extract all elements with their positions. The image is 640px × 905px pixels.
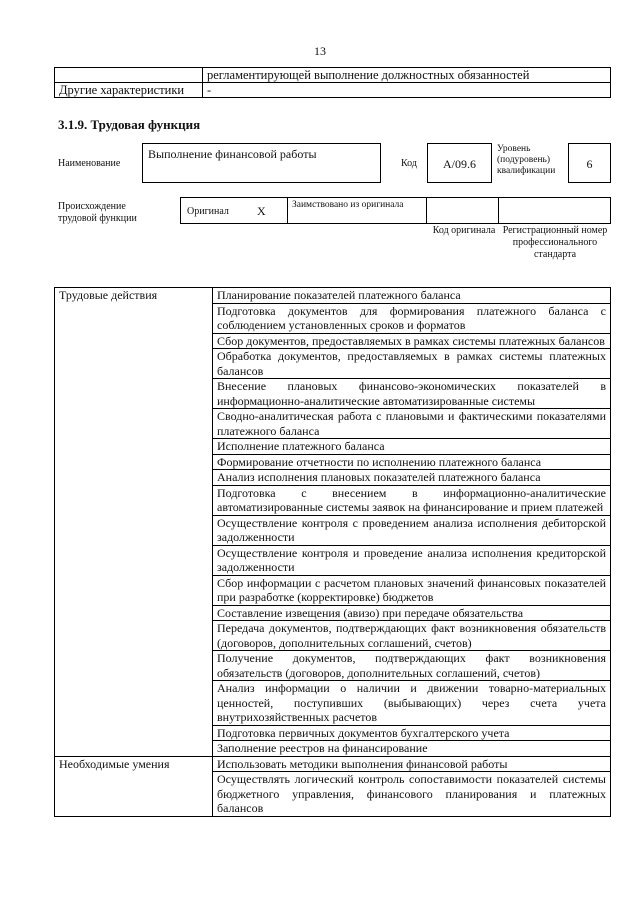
list-item: Анализ исполнения плановых показателей платежного баланса — [213, 470, 611, 486]
origin-code-caption: Код оригинала — [432, 225, 496, 236]
list-item: Получение документов, подтверждающих факт возникновения обязательств (договоров, дополнительных соглашений, счетов) — [213, 651, 611, 681]
reg-number-caption: Регистрационный номер профессионального стандарта — [502, 225, 608, 260]
labor-actions-label-continuation — [55, 651, 213, 681]
table-row — [55, 379, 611, 409]
labor-actions-label-continuation — [55, 333, 213, 349]
continuation-label — [55, 68, 203, 83]
required-skills-label-continuation — [55, 772, 213, 817]
continuation-label: Другие характеристики — [55, 83, 203, 98]
table-row — [55, 485, 611, 515]
name-value: Выполнение финансовой работы — [142, 143, 381, 183]
table-row — [55, 772, 611, 817]
table-row — [55, 303, 611, 333]
level-label: Уровень (подуровень) квалификации — [497, 144, 556, 176]
level-value: 6 — [568, 143, 611, 183]
list-item: Использовать методики выполнения финансовой работы — [213, 756, 611, 772]
table-row — [55, 83, 611, 98]
list-item: Подготовка документов для формирования платежного баланса с соблюдением установленных сроков и форматов — [213, 303, 611, 333]
labor-actions-label-continuation — [55, 545, 213, 575]
table-row — [55, 621, 611, 651]
labor-actions-label: Трудовые действия — [55, 288, 213, 304]
list-item: Осуществление контроля с проведением анализа исполнения дебиторской задолженности — [213, 515, 611, 545]
origin-label: Происхождение трудовой функции — [58, 201, 137, 224]
list-item: Внесение плановых финансово-экономических показателей в информационно-аналитические автоматизированные системы — [213, 379, 611, 409]
list-item: Анализ информации о наличии и движении товарно-материальных ценностей, поступивших (выбывающих) через счета учета внутрихозяйственных расчетов — [213, 681, 611, 726]
table-row — [55, 288, 611, 304]
table-row — [55, 470, 611, 486]
list-item: Подготовка первичных документов бухгалтерского учета — [213, 725, 611, 741]
table-row — [55, 68, 611, 83]
labor-actions-label-continuation — [55, 439, 213, 455]
list-item: Составление извещения (авизо) при передаче обязательства — [213, 605, 611, 621]
list-item: Осуществление контроля и проведение анализа исполнения кредиторской задолженности — [213, 545, 611, 575]
list-item: Сбор документов, предоставляемых в рамках системы платежных балансов — [213, 333, 611, 349]
labor-actions-label-continuation — [55, 485, 213, 515]
labor-actions-label-continuation — [55, 454, 213, 470]
original-mark: X — [257, 204, 266, 218]
table-row — [55, 409, 611, 439]
labor-actions-label-continuation — [55, 409, 213, 439]
reg-number-cell — [498, 197, 611, 224]
labor-actions-label-continuation — [55, 621, 213, 651]
table-row — [55, 333, 611, 349]
table-row — [55, 741, 611, 757]
labor-function-table — [54, 287, 611, 817]
list-item: Планирование показателей платежного баланса — [213, 288, 611, 304]
table-row — [55, 545, 611, 575]
list-item: Исполнение платежного баланса — [213, 439, 611, 455]
table-row — [55, 605, 611, 621]
labor-actions-label-continuation — [55, 725, 213, 741]
labor-actions-label-continuation — [55, 605, 213, 621]
code-value: A/09.6 — [427, 143, 492, 183]
list-item: Обработка документов, предоставляемых в рамках системы платежных балансов — [213, 349, 611, 379]
table-row — [55, 439, 611, 455]
labor-actions-label-continuation — [55, 515, 213, 545]
borrowed-cell — [287, 197, 427, 224]
continuation-value: - — [203, 83, 611, 98]
borrowed-label: Заимствовано из оригинала — [292, 200, 404, 210]
section-heading: 3.1.9. Трудовая функция — [58, 117, 201, 132]
list-item: Передача документов, подтверждающих факт возникновения обязательств (договоров, дополнительных соглашений, счетов) — [213, 621, 611, 651]
labor-actions-label-continuation — [55, 470, 213, 486]
labor-actions-label-continuation — [55, 349, 213, 379]
page-number: 13 — [314, 44, 326, 58]
table-row — [55, 349, 611, 379]
original-cell — [180, 197, 288, 224]
list-item: Осуществлять логический контроль сопоставимости показателей системы бюджетного управления, финансового планирования и платежных балансов — [213, 772, 611, 817]
table-row — [55, 515, 611, 545]
list-item: Сводно-аналитическая работа с плановыми и фактическими показателями платежного баланса — [213, 409, 611, 439]
continuation-table — [54, 67, 611, 98]
list-item: Заполнение реестров на финансирование — [213, 741, 611, 757]
required-skills-label: Необходимые умения — [55, 756, 213, 772]
labor-actions-label-continuation — [55, 575, 213, 605]
table-row — [55, 651, 611, 681]
labor-actions-label-continuation — [55, 303, 213, 333]
table-row — [55, 725, 611, 741]
code-label: Код — [401, 158, 417, 169]
list-item: Формирование отчетности по исполнению платежного баланса — [213, 454, 611, 470]
original-label: Оригинал — [187, 206, 229, 217]
name-label: Наименование — [58, 158, 121, 169]
list-item: Подготовка с внесением в информационно-аналитические автоматизированные системы заявок на финансирование и прием платежей — [213, 485, 611, 515]
list-item: Сбор информации с расчетом плановых значений финансовых показателей при разработке (корректировке) бюджетов — [213, 575, 611, 605]
table-row — [55, 681, 611, 726]
origin-code-cell — [426, 197, 499, 224]
labor-actions-label-continuation — [55, 379, 213, 409]
table-row — [55, 756, 611, 772]
labor-actions-label-continuation — [55, 741, 213, 757]
labor-actions-label-continuation — [55, 681, 213, 726]
table-row — [55, 454, 611, 470]
table-row — [55, 575, 611, 605]
continuation-value: регламентирующей выполнение должностных обязанностей — [203, 68, 611, 83]
